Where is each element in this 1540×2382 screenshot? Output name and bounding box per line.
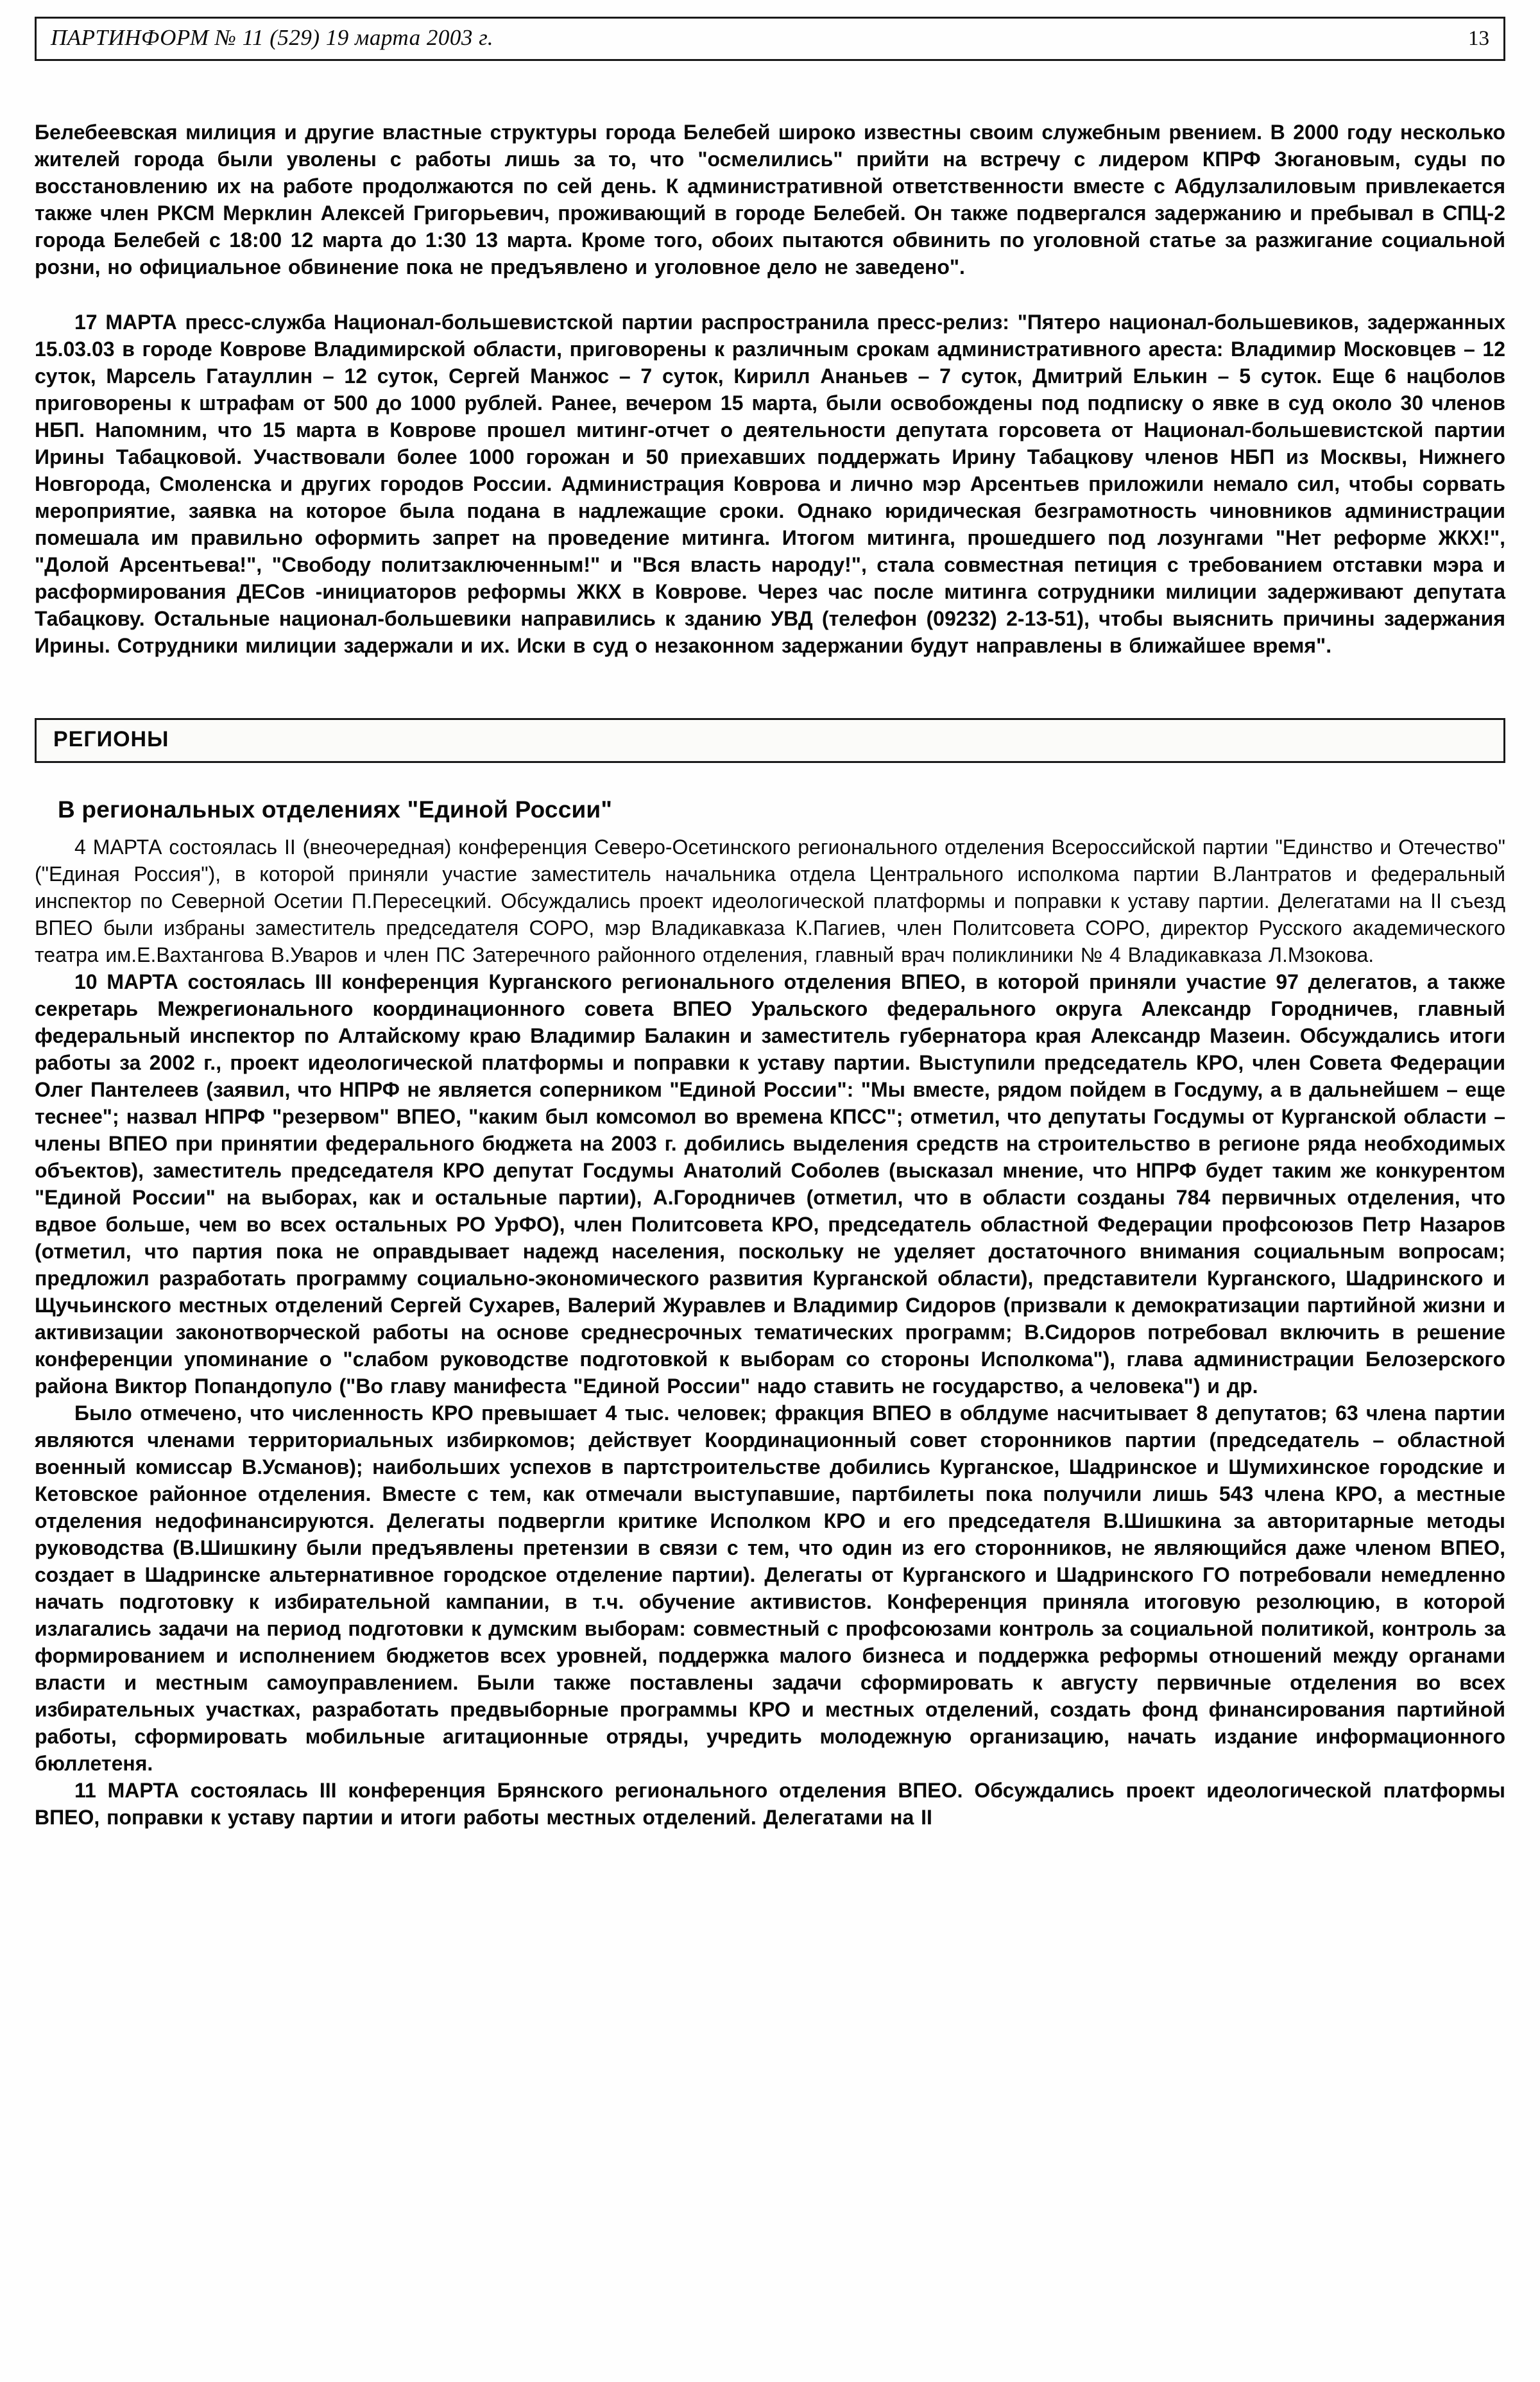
paragraph-10-marta-conference: 10 МАРТА состоялась III конференция Курганского регионального отделения ВПЕО, в которой приняли участие 97 делегатов, а также секретарь Межрегионального координационного совета ВПЕО Уральского федерального округа Александр Городничев, главный федеральный инспектор по Алтайскому краю Владимир Балакин и заместитель губернатора края Александр Мазеин. Обсуждались итоги работы за 2002 г., проект идеологической платформы и поправки к уставу партии. Выступили председатель КРО, член Совета Федерации Олег Пантелеев (заявил, что НПРФ не является соперником "Единой России": "Мы вместе, рядом пойдем в Госдуму, а в дальнейшем – еще теснее"; назвал НПРФ "резервом" ВПЕО, "каким был комсомол во времена КПСС"; отметил, что депутаты Госдумы от Курганской области – члены ВПЕО при принятии федерального бюджета на 2003 г. добились выделения средств на строительство в регионе ряда необходимых объектов), заместитель председателя КРО депутат Госдумы Анатолий Соболев (высказал мнение, что НПРФ будет таким же конкурентом "Единой России" на выборах, как и остальные партии), А.Городничев (отметил, что в области созданы 784 первичных отделения, что вдвое больше, чем во всех остальных РО УрФО), член Политсовета КРО, председатель областной Федерации профсоюзов Петр Назаров (отметил, что партия пока не оправдывает надежд населения, поскольку не уделяет достаточного внимания социальным вопросам; предложил разработать программу социально-экономического развития Курганской области), представители Курганского, Шадринского и Щучьинского местных отделений Сергей Сухарев, Валерий Журавлев и Владимир Сидоров (призвали к демократизации партийной жизни и активизации законотворческой работы на основе среднесрочных тематических программ; В.Сидоров потребовал включить в решение конференции упоминание о "слабом руководстве подготовкой к выборам со стороны Исполкома"), глава администрации Белозерского района Виктор Попандопуло ("Во главу манифеста "Единой России" надо ставить не государство, а человека") и др. [35,970,1505,1398]
regions-section [35,796,1505,1831]
paragraph-4-marta-conference: 4 МАРТА состоялась II (внеочередная) конференция Северо-Осетинского регионального отделения Всероссийской партии "Единство и Отечество" ("Единая Россия"), в которой приняли участие заместитель начальника отдела Центрального исполкома партии В.Лантратов и федеральный инспектор по Северной Осетии П.Пересецкий. Обсуждались проект идеологической платформы и поправки к уставу партии. Делегатами на II съезд ВПЕО были избраны заместитель председателя СОРО, мэр Владикавказа К.Пагиев, член Политсовета СОРО, директор Русского академического театра им.Е.Вахтангова В.Уваров и член ПС Затеречного районного отделения, главный врач поликлиники № 4 Владикавказа Л.Мзокова. [35,835,1505,966]
paragraph-17-marta-press-release: 17 МАРТА пресс-служба Национал-большевистской партии распространила пресс-релиз: "Пятеро национал-большевиков, задержанных 15.03.03 в городе Коврове Владимирской области, приговорены к различным срокам административного ареста: Владимир Московцев – 12 суток, Марсель Гатауллин – 12 суток, Сергей Манжос – 7 суток, Кирилл Ананьев – 7 суток, Дмитрий Елькин – 5 суток. Еще 6 нацболов приговорены к штрафам от 500 до 1000 рублей. Ранее, вечером 15 марта, были освобождены под подписку о явке в суд около 30 членов НБП. Напомним, что 15 марта в Коврове прошел митинг-отчет о деятельности депутата горсовета от Национал-большевистской партии Ирины Табацковой. Участвовали более 1000 горожан и 50 приехавших поддержать Ирину Табацкову членов НБП из Москвы, Нижнего Новгорода, Смоленска и других городов России. Администрация Коврова и лично мэр Арсентьев приложили немало сил, чтобы сорвать мероприятие, заявка на которое была подана в надлежащие сроки. Однако юридическая безграмотность чиновников администрации помешала им правильно оформить запрет на проведение митинга. Итогом митинга, прошедшего под лозунгами "Нет реформе ЖКХ!", "Долой Арсентьева!", "Свободу политзаключенным!" и "Вся власть народу!", стала совместная петиция с требованием отставки мэра и расформирования ДЕСов -инициаторов реформы ЖКХ в Коврове. Через час после митинга сотрудники милиции задерживают депутата Табацкову. Остальные национал-большевики направились к зданию УВД (телефон (09232) 2-13-51), чтобы выяснить причины задержания Ирины. Сотрудники милиции задержали и их. Иски в суд о незаконном задержании будут направлены в ближайшее время". [35,311,1505,657]
chronicle-section [35,119,1505,659]
paragraph-11-marta-conference: 11 МАРТА состоялась III конференция Брянского регионального отделения ВПЕО. Обсуждались проект идеологической платформы ВПЕО, поправки к уставу партии и итоги работы местных отделений. Делегатами на II [35,1779,1505,1829]
regions-section-title: РЕГИОНЫ [53,727,169,751]
paragraph-kro-summary: Было отмечено, что численность КРО превышает 4 тыс. человек; фракция ВПЕО в облдуме насчитывает 8 депутатов; 63 члена партии являются членами территориальных избиркомов; действует Координационный совет сторонников партии (председатель – областной военный комиссар В.Усманов); наибольших успехов в партстроительстве добились Курганское, Шадринское и Шумихинское городские и Кетовское районное отделения. Вместе с тем, как отмечали выступавшие, партбилеты пока получили лишь 543 члена КРО, а местные отделения недофинансируются. Делегаты подвергли критике Исполком КРО и его председателя В.Шишкина за авторитарные методы руководства (В.Шишкину были предъявлены претензии в связи с тем, что один из его сторонников, не являющийся даже членом ВПЕО, создает в Шадринске альтернативное городское отделение партии). Делегаты от Курганского и Шадринского ГО потребовали немедленно начать подготовку к избирательной кампании, в т.ч. обучение активистов. Конференция приняла итоговую резолюцию, в которой излагались задачи на период подготовки к думским выборам: совместный с профсоюзами контроль за социальной политикой, контроль за формированием и исполнением бюджетов всех уровней, поддержка малого бизнеса и поддержка реформы отношений между органами власти и местным самоуправлением. Были также поставлены задачи сформировать к августу первичные отделения во всех избирательных участках, разработать предвыборные программы КРО и местных отделений, создать фонд финансирования партийной работы, сформировать мобильные агитационные отряды, учредить молодежную организацию, начать издание информационного бюллетеня. [35,1401,1505,1775]
newsletter-title: ПАРТИНФОРМ № 11 (529) 19 марта 2003 г. [51,25,494,50]
regions-subheading: В региональных отделениях "Единой России" [58,796,613,823]
paragraph-belebey-militia: Белебеевская милиция и другие властные структуры города Белебей широко известны своим служебным рвением. В 2000 году несколько жителей города были уволены с работы лишь за то, что "осмелились" прийти на встречу с лидером КПРФ Зюгановым, суды по восстановлению их на работе продолжаются по сей день. К административной ответственности вместе с Абдулзалиловым привлекается также член РКСМ Мерклин Алексей Григорьевич, проживающий в городе Белебей. Он также подвергался задержанию и пребывал в СПЦ-2 города Белебей с 18:00 12 марта до 1:30 13 марта. Кроме того, обоих пытаются обвинить по уголовной статье за разжигание социальной розни, но официальное обвинение пока не предъявлено и уголовное дело не заведено". [35,121,1505,278]
page-number: 13 [1468,27,1489,50]
masthead [35,17,1505,61]
regions-section-banner [35,718,1505,763]
